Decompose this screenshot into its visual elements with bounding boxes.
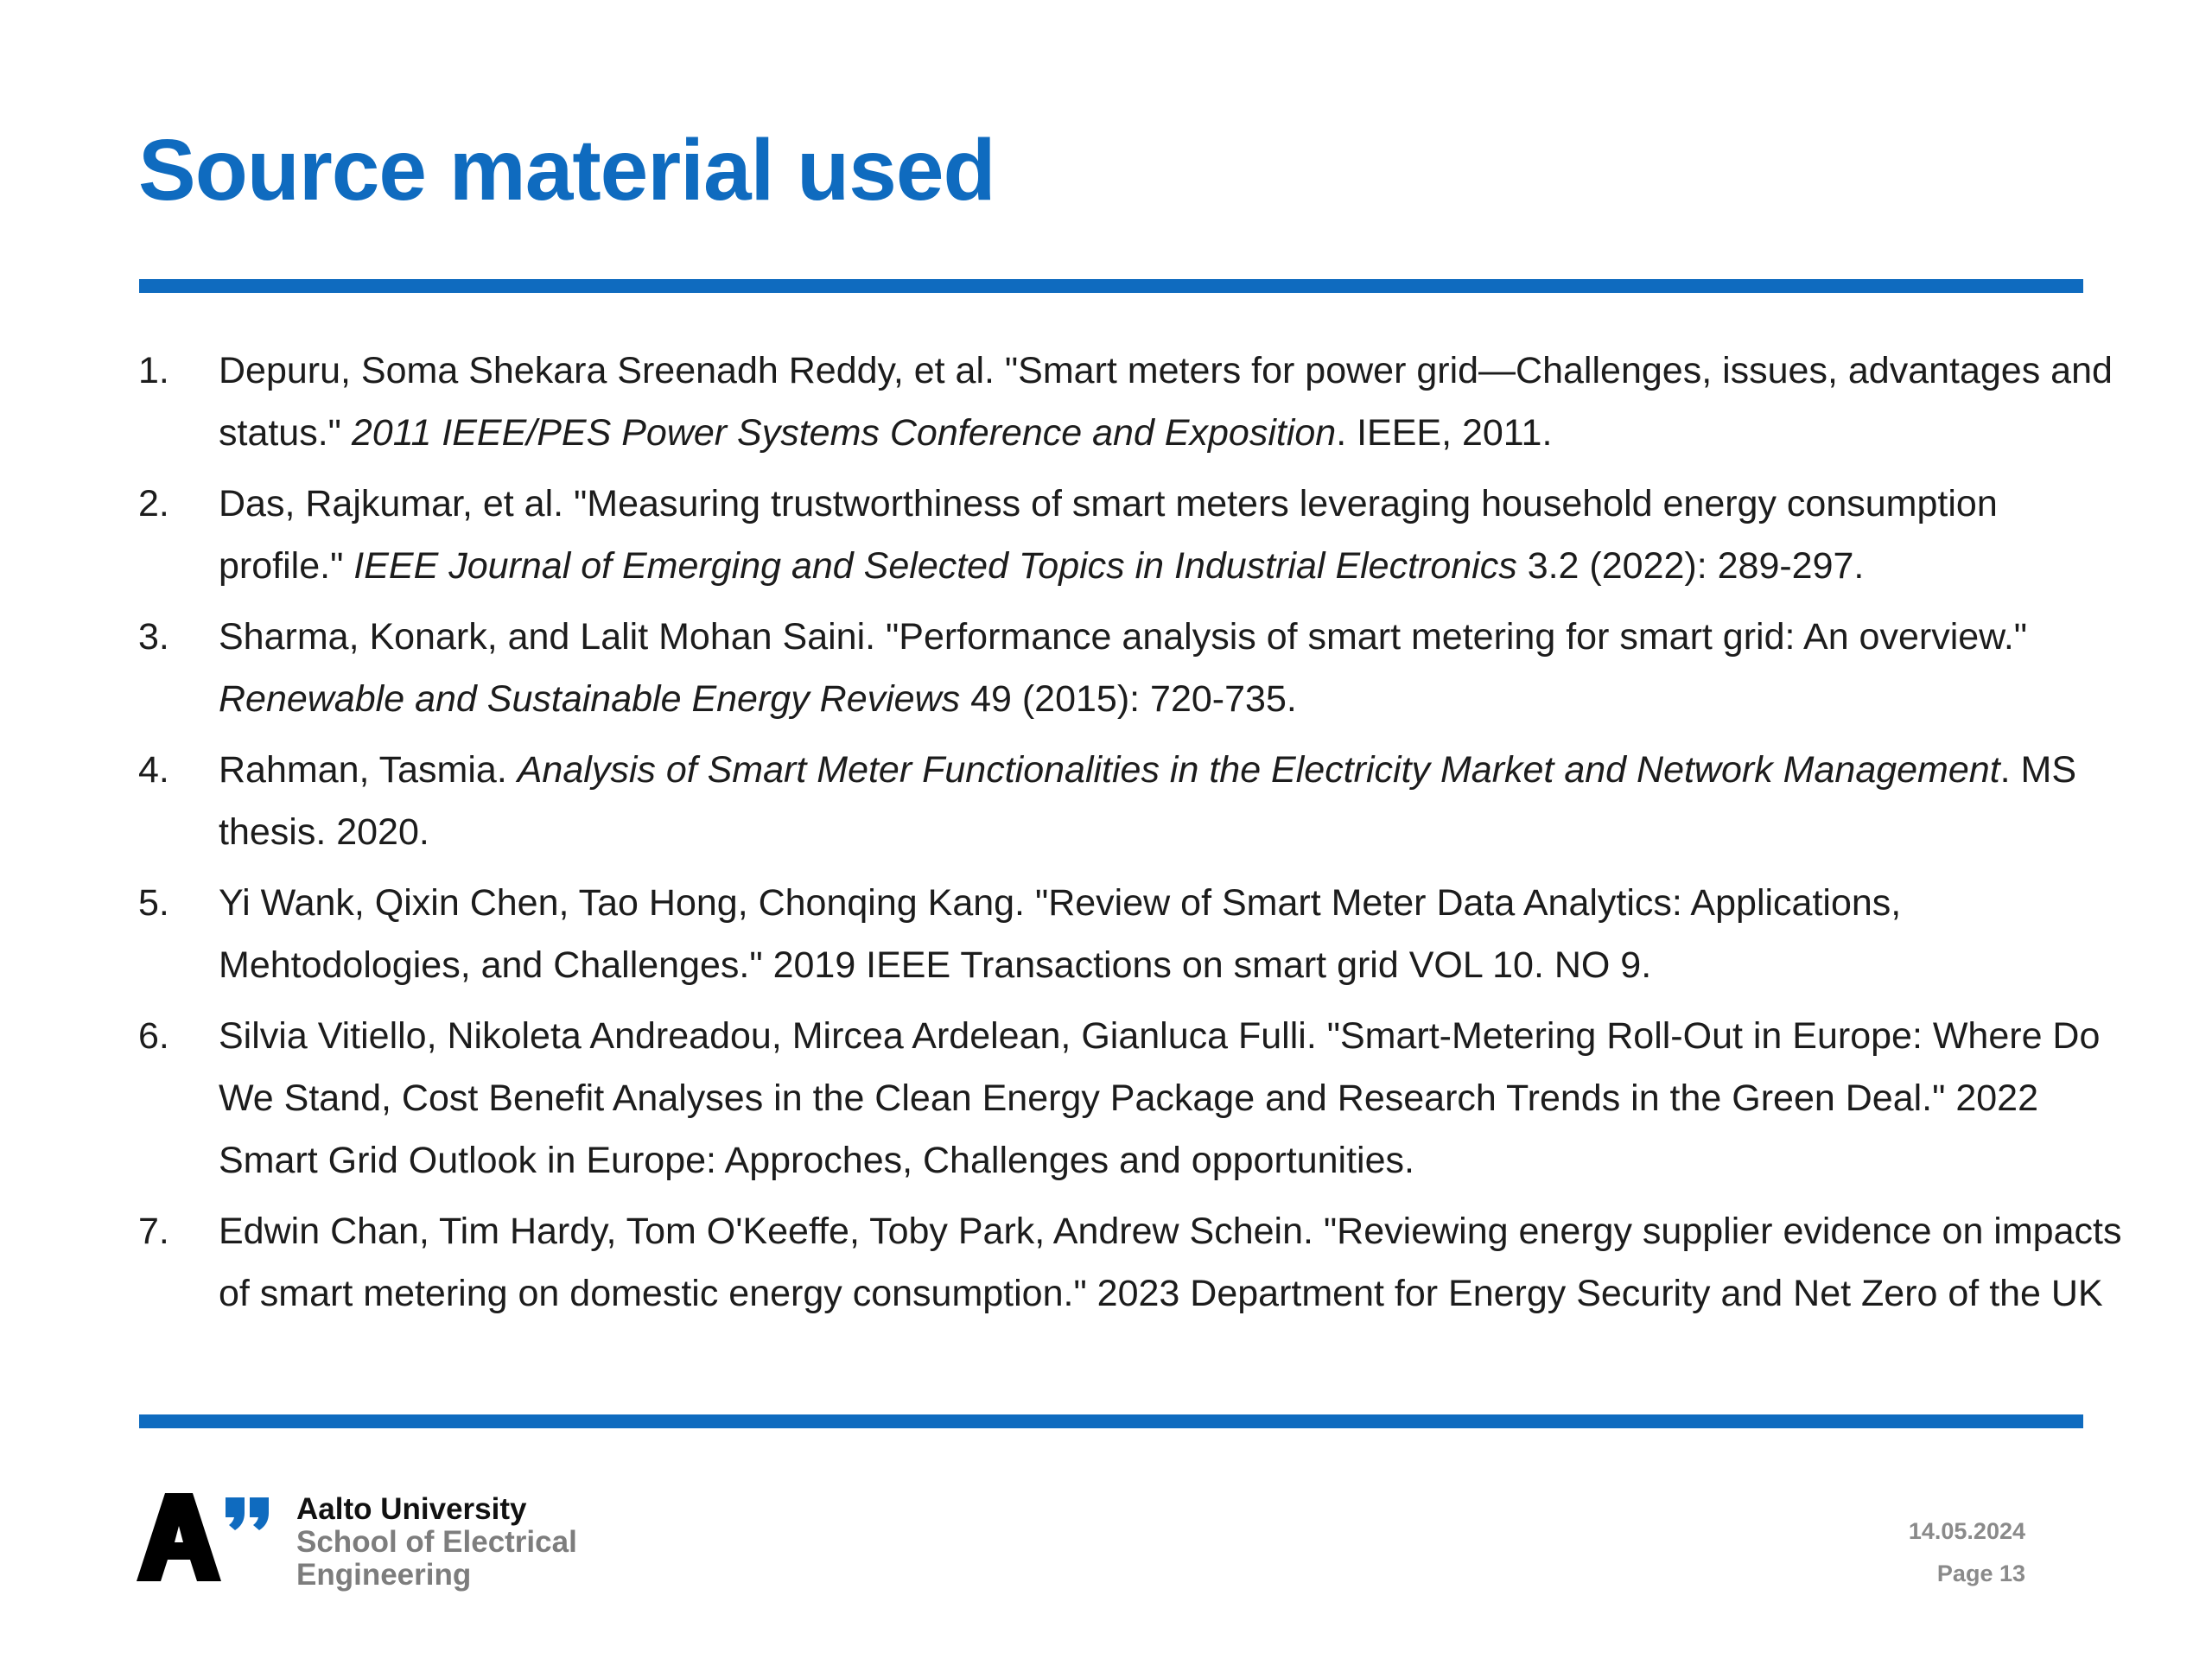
reference-fragment: Yi Wank, Qixin Chen, Tao Hong, Chonqing Kang. "Review of Smart Meter Data Analytics: Applications, Mehtodologies, and Challenges." 2019 IEEE Transactions on smart grid VOL 10. NO 9. — [219, 882, 1902, 986]
page-number: Page 13 — [1936, 1560, 2025, 1586]
slide-title: Source material used — [138, 122, 995, 219]
reference-item — [138, 340, 2126, 464]
reference-text — [219, 739, 2126, 863]
reference-source-title: Renewable and Sustainable Energy Reviews — [219, 678, 961, 720]
reference-item — [138, 606, 2126, 730]
reference-number: 4. — [138, 749, 169, 791]
reference-fragment: Edwin Chan, Tim Hardy, Tom O'Keeffe, Toby Park, Andrew Schein. "Reviewing energy supplier evidence on impacts of smart metering on domestic energy consumption." 2023 Department for Energy Security and Net Zero of the UK — [219, 1211, 2122, 1314]
reference-fragment: Das, Rajkumar, et al. "Measuring trustworthiness of smart meters leveraging household energy consumption profile." — [219, 483, 1998, 587]
reference-item — [138, 739, 2126, 863]
reference-number: 7. — [138, 1211, 169, 1252]
reference-item — [138, 473, 2126, 597]
reference-list — [138, 340, 2126, 1333]
reference-fragment: Silvia Vitiello, Nikoleta Andreadou, Mircea Ardelean, Gianluca Fulli. "Smart-Metering Roll-Out in Europe: Where Do We Stand, Cost Benefit Analyses in the Clean Energy Package and Research Trends in the Green Deal." 2022 Smart Grid Outlook in Europe: Approches, Challenges and opportunities. — [219, 1015, 2101, 1181]
reference-text — [219, 606, 2126, 730]
reference-text — [219, 872, 2126, 996]
university-name: Aalto University — [296, 1492, 527, 1526]
reference-number: 2. — [138, 483, 169, 524]
reference-text — [219, 473, 2126, 597]
reference-source-title: IEEE Journal of Emerging and Selected Topics in Industrial Electronics — [353, 545, 1517, 587]
reference-fragment: Rahman, Tasmia. — [219, 749, 518, 791]
reference-text — [219, 1005, 2126, 1192]
reference-item — [138, 872, 2126, 996]
reference-number: 5. — [138, 882, 169, 924]
reference-number: 3. — [138, 616, 169, 658]
reference-number: 6. — [138, 1015, 169, 1057]
top-divider — [139, 279, 2083, 293]
reference-item — [138, 1005, 2126, 1192]
slide-date: 14.05.2024 — [1908, 1518, 2025, 1544]
reference-fragment: 3.2 (2022): 289-297. — [1516, 545, 1865, 587]
reference-source-title: Analysis of Smart Meter Functionalities in the Electricity Market and Network Management — [517, 749, 2000, 791]
reference-fragment: . MS thesis. 2020. — [219, 749, 2077, 853]
reference-text — [219, 1200, 2126, 1325]
reference-fragment: . IEEE, 2011. — [1336, 412, 1553, 454]
school-name: School of Electrical Engineering — [296, 1525, 577, 1592]
aalto-logo-icon — [137, 1493, 275, 1584]
reference-text — [219, 340, 2126, 464]
reference-fragment: Depuru, Soma Shekara Sreenadh Reddy, et al. "Smart meters for power grid—Challenges, issues, advantages and status." — [219, 350, 2113, 454]
reference-fragment: Sharma, Konark, and Lalit Mohan Saini. "Performance analysis of smart metering for smart grid: An overview." — [219, 616, 2028, 658]
reference-fragment: 49 (2015): 720-735. — [960, 678, 1297, 720]
reference-item — [138, 1200, 2126, 1325]
bottom-divider — [139, 1414, 2083, 1428]
reference-number: 1. — [138, 350, 169, 391]
reference-source-title: 2011 IEEE/PES Power Systems Conference and Exposition — [351, 412, 1337, 454]
